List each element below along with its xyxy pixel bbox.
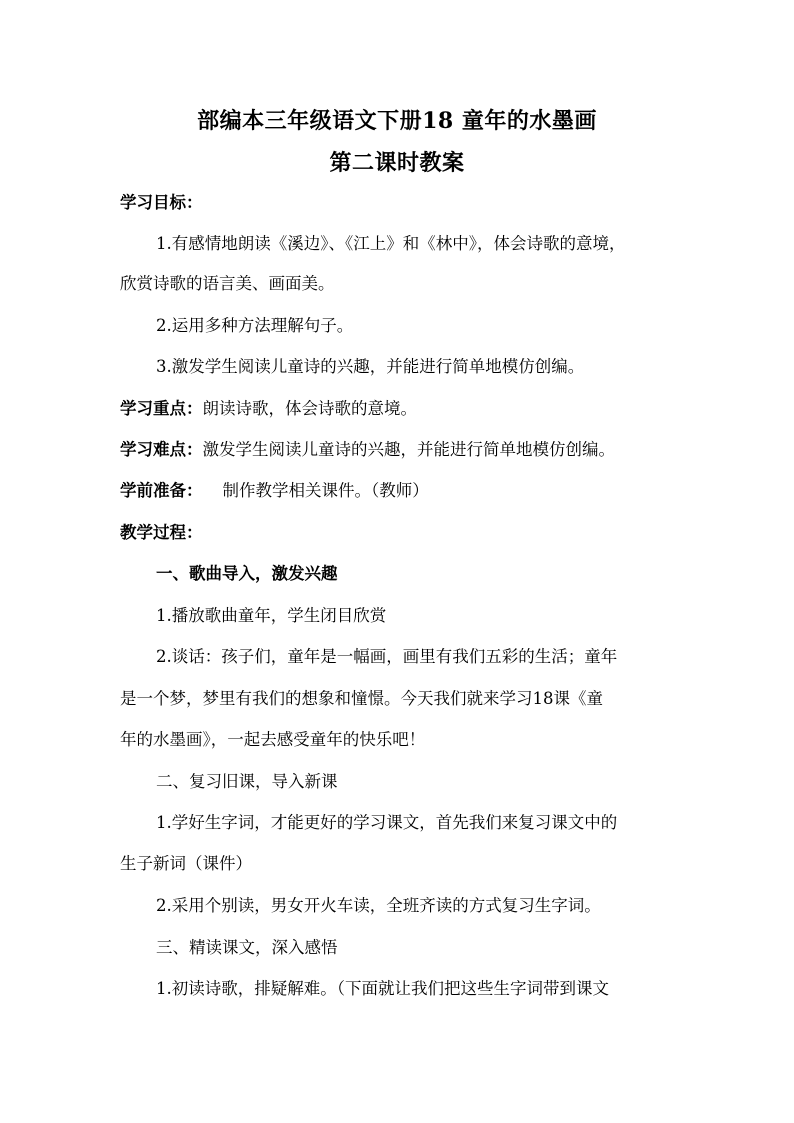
section-3-heading: 三、精读课文，深入感悟	[156, 938, 338, 957]
section-2-item-1-line-1: 1.学好生字词，才能更好的学习课文，首先我们来复习课文中的	[156, 813, 618, 832]
section-1-item-2-line-3: 年的水墨画》，一起去感受童年的快乐吧！	[120, 730, 426, 749]
section-3-item-1-line-1: 1.初读诗歌，排疑解难。（下面就让我们把这些生字词带到课文	[156, 979, 609, 998]
keypoint-row	[120, 398, 680, 420]
keypoint-text: 朗读诗歌，体会诗歌的意境。	[202, 399, 417, 418]
section-2-heading: 二、复习旧课，导入新课	[156, 772, 338, 791]
keypoint-label: 学习重点：	[120, 399, 203, 418]
difficulty-label: 学习难点：	[120, 440, 203, 459]
prep-row	[120, 480, 680, 502]
section-2-item-1-line-2: 生子新词（课件）	[120, 854, 252, 873]
difficulty-row	[120, 439, 680, 461]
section-2-item-2: 2.采用个别读，男女开火车读，全班齐读的方式复习生字词。	[156, 896, 601, 915]
objective-3: 3.激发学生阅读儿童诗的兴趣，并能进行简单地模仿创编。	[156, 357, 585, 376]
process-label: 教学过程：	[120, 523, 203, 542]
section-1-item-2-line-1: 2.谈话：孩子们，童年是一幅画，画里有我们五彩的生活；童年	[156, 647, 618, 666]
prep-text: 制作教学相关课件。（教师）	[222, 481, 429, 500]
document-title: 部编本三年级语文下册18 童年的水墨画	[197, 108, 597, 134]
objective-2: 2.运用多种方法理解句子。	[156, 316, 354, 335]
section-1-heading: 一、歌曲导入，激发兴趣	[156, 564, 338, 583]
prep-label: 学前准备：	[120, 481, 203, 500]
section-1-item-1: 1.播放歌曲童年，学生闭目欣赏	[156, 606, 387, 625]
difficulty-text: 激发学生阅读儿童诗的兴趣，并能进行简单地模仿创编。	[202, 440, 615, 459]
section-1-item-2-line-2: 是一个梦，梦里有我们的想象和憧憬。今天我们就来学习18课《童	[120, 689, 603, 708]
document-subtitle: 第二课时教案	[329, 150, 465, 176]
objectives-label: 学习目标：	[120, 193, 203, 212]
objective-1-line-1: 1.有感情地朗读《溪边》、《江上》和《林中》，体会诗歌的意境，	[156, 234, 626, 253]
objective-1-line-2: 欣赏诗歌的语言美、画面美。	[120, 274, 335, 293]
